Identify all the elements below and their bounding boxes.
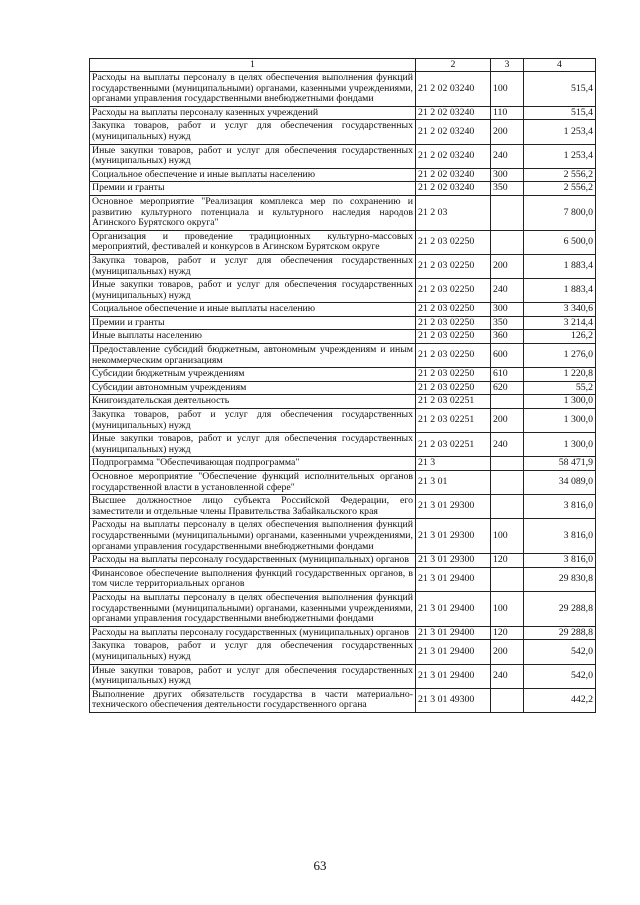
row-code-cell: 21 3 01 29400 (416, 664, 491, 688)
row-type-cell: 100 (491, 72, 524, 107)
row-name-cell: Закупка товаров, работ и услуг для обеспечения государственных (муниципальных) нужд (90, 254, 416, 278)
row-type-cell: 300 (491, 168, 524, 182)
header-row (90, 59, 596, 72)
row-amount-cell: 542,0 (524, 640, 596, 664)
header-col-1: 1 (90, 59, 416, 72)
row-type-cell (491, 567, 524, 591)
row-name-cell: Премии и гранты (90, 182, 416, 196)
table-row (90, 519, 596, 554)
row-name-cell: Книгоиздательская деятельность (90, 395, 416, 409)
row-code-cell: 21 2 02 03240 (416, 182, 491, 196)
row-amount-cell: 1 253,4 (524, 144, 596, 168)
row-type-cell: 610 (491, 368, 524, 382)
row-amount-cell: 515,4 (524, 72, 596, 107)
row-code-cell: 21 2 03 02250 (416, 303, 491, 317)
row-amount-cell: 2 556,2 (524, 182, 596, 196)
row-name-cell: Закупка товаров, работ и услуг для обеспечения государственных (муниципальных) нужд (90, 409, 416, 433)
row-amount-cell: 515,4 (524, 106, 596, 120)
row-amount-cell: 3 816,0 (524, 519, 596, 554)
page-number: 63 (313, 858, 327, 873)
row-type-cell (491, 457, 524, 471)
row-name-cell: Социальное обеспечение и иные выплаты населению (90, 303, 416, 317)
row-name-cell: Подпрограмма "Обеспечивающая подпрограмма" (90, 457, 416, 471)
row-code-cell: 21 2 03 02250 (416, 381, 491, 395)
table-row (90, 433, 596, 457)
table-row (90, 254, 596, 278)
header-col-2: 2 (416, 59, 491, 72)
table-row (90, 409, 596, 433)
row-amount-cell: 1 883,4 (524, 254, 596, 278)
row-type-cell: 240 (491, 433, 524, 457)
row-name-cell: Организация и проведение традиционных культурно-массовых мероприятий, фестивалей и конкурсов в Агинском Бурятском округе (90, 230, 416, 254)
table-row (90, 168, 596, 182)
table-row (90, 106, 596, 120)
table-row (90, 230, 596, 254)
row-code-cell: 21 2 03 02251 (416, 433, 491, 457)
table-row (90, 395, 596, 409)
row-code-cell: 21 2 03 02250 (416, 344, 491, 368)
row-type-cell: 300 (491, 303, 524, 317)
row-amount-cell: 1 220,8 (524, 368, 596, 382)
row-name-cell: Финансовое обеспечение выполнения функций государственных органов, в том числе территориальных органов (90, 567, 416, 591)
row-amount-cell: 2 556,2 (524, 168, 596, 182)
row-code-cell: 21 2 03 02251 (416, 409, 491, 433)
row-code-cell: 21 3 01 29400 (416, 591, 491, 626)
row-code-cell: 21 2 02 03240 (416, 106, 491, 120)
row-amount-cell: 1 300,0 (524, 409, 596, 433)
table-row (90, 591, 596, 626)
row-name-cell: Закупка товаров, работ и услуг для обеспечения государственных (муниципальных) нужд (90, 640, 416, 664)
row-type-cell: 110 (491, 106, 524, 120)
row-type-cell: 360 (491, 330, 524, 344)
row-amount-cell: 1 300,0 (524, 395, 596, 409)
row-amount-cell: 126,2 (524, 330, 596, 344)
row-type-cell: 120 (491, 626, 524, 640)
table-row (90, 626, 596, 640)
row-code-cell: 21 2 02 03240 (416, 120, 491, 144)
table-row (90, 330, 596, 344)
table-row (90, 381, 596, 395)
row-amount-cell: 58 471,9 (524, 457, 596, 471)
row-type-cell: 240 (491, 279, 524, 303)
row-code-cell: 21 3 01 29300 (416, 495, 491, 519)
row-code-cell: 21 2 03 02250 (416, 279, 491, 303)
row-amount-cell: 34 089,0 (524, 471, 596, 495)
row-name-cell: Расходы на выплаты персоналу в целях обеспечения выполнения функций государственными (муниципальными) органами, казенными учреждениями, органами управления государственными внебюджетными фондами (90, 591, 416, 626)
table-row (90, 72, 596, 107)
row-name-cell: Расходы на выплаты персоналу казенных учреждений (90, 106, 416, 120)
row-name-cell: Предоставление субсидий бюджетным, автономным учреждениям и иным некоммерческим организациям (90, 344, 416, 368)
row-amount-cell: 542,0 (524, 664, 596, 688)
row-amount-cell: 3 214,4 (524, 316, 596, 330)
row-type-cell: 600 (491, 344, 524, 368)
table-row (90, 182, 596, 196)
row-type-cell: 200 (491, 409, 524, 433)
row-name-cell: Закупка товаров, работ и услуг для обеспечения государственных (муниципальных) нужд (90, 120, 416, 144)
table-row (90, 120, 596, 144)
row-code-cell: 21 3 01 29400 (416, 626, 491, 640)
row-name-cell: Расходы на выплаты персоналу государственных (муниципальных) органов (90, 626, 416, 640)
row-code-cell: 21 2 02 03240 (416, 168, 491, 182)
row-type-cell: 120 (491, 554, 524, 568)
row-amount-cell: 29 288,8 (524, 626, 596, 640)
table-row (90, 457, 596, 471)
row-name-cell: Основное мероприятие "Обеспечение функций исполнительных органов государственной власти в установленной сфере" (90, 471, 416, 495)
row-amount-cell: 3 816,0 (524, 554, 596, 568)
table-row (90, 195, 596, 230)
table-row (90, 664, 596, 688)
row-amount-cell: 1 253,4 (524, 120, 596, 144)
row-type-cell: 200 (491, 640, 524, 664)
row-code-cell: 21 2 03 02250 (416, 330, 491, 344)
row-code-cell: 21 3 01 29300 (416, 554, 491, 568)
row-name-cell: Расходы на выплаты персоналу государственных (муниципальных) органов (90, 554, 416, 568)
row-amount-cell: 29 830,8 (524, 567, 596, 591)
header-col-3: 3 (491, 59, 524, 72)
row-code-cell: 21 3 01 29300 (416, 519, 491, 554)
row-code-cell: 21 2 03 02250 (416, 316, 491, 330)
table-row (90, 471, 596, 495)
row-name-cell: Субсидии автономным учреждениям (90, 381, 416, 395)
budget-table (89, 58, 596, 713)
row-code-cell: 21 2 02 03240 (416, 72, 491, 107)
row-amount-cell: 55,2 (524, 381, 596, 395)
row-code-cell: 21 3 01 49300 (416, 688, 491, 712)
row-code-cell: 21 2 03 02250 (416, 230, 491, 254)
row-type-cell (491, 495, 524, 519)
row-amount-cell: 6 500,0 (524, 230, 596, 254)
row-amount-cell: 3 340,6 (524, 303, 596, 317)
row-type-cell: 100 (491, 519, 524, 554)
row-name-cell: Иные выплаты населению (90, 330, 416, 344)
row-type-cell (491, 230, 524, 254)
table-row (90, 368, 596, 382)
row-name-cell: Иные закупки товаров, работ и услуг для обеспечения государственных (муниципальных) нужд (90, 433, 416, 457)
row-type-cell: 100 (491, 591, 524, 626)
row-amount-cell: 1 276,0 (524, 344, 596, 368)
row-name-cell: Иные закупки товаров, работ и услуг для обеспечения государственных (муниципальных) нужд (90, 144, 416, 168)
row-type-cell: 350 (491, 316, 524, 330)
row-name-cell: Социальное обеспечение и иные выплаты населению (90, 168, 416, 182)
row-amount-cell: 3 816,0 (524, 495, 596, 519)
table-row (90, 640, 596, 664)
row-type-cell (491, 471, 524, 495)
table-row (90, 554, 596, 568)
header-col-4: 4 (524, 59, 596, 72)
table-row (90, 495, 596, 519)
row-name-cell: Выполнение других обязательств государства в части материально-технического обеспечения деятельности государственного органа (90, 688, 416, 712)
row-code-cell: 21 2 03 02250 (416, 254, 491, 278)
row-code-cell: 21 2 03 02251 (416, 395, 491, 409)
row-code-cell: 21 2 03 (416, 195, 491, 230)
row-code-cell: 21 3 (416, 457, 491, 471)
row-amount-cell: 29 288,8 (524, 591, 596, 626)
table-row (90, 344, 596, 368)
table-row (90, 316, 596, 330)
row-name-cell: Основное мероприятие "Реализация комплекса мер по сохранению и развитию культурного потенциала и культурного наследия народов Агинского Бурятского округа" (90, 195, 416, 230)
row-amount-cell: 1 883,4 (524, 279, 596, 303)
row-name-cell: Высшее должностное лицо субъекта Российской Федерации, его заместители и отдельные члены Правительства Забайкальского края (90, 495, 416, 519)
row-type-cell: 200 (491, 120, 524, 144)
table-body (90, 72, 596, 713)
row-type-cell: 200 (491, 254, 524, 278)
table-row (90, 144, 596, 168)
row-code-cell: 21 3 01 29400 (416, 640, 491, 664)
row-type-cell: 240 (491, 144, 524, 168)
row-name-cell: Расходы на выплаты персоналу в целях обеспечения выполнения функций государственными (муниципальными) органами, казенными учреждениями, органами управления государственными внебюджетными фондами (90, 72, 416, 107)
row-code-cell: 21 2 02 03240 (416, 144, 491, 168)
row-name-cell: Субсидии бюджетным учреждениям (90, 368, 416, 382)
row-type-cell (491, 688, 524, 712)
table-row (90, 567, 596, 591)
table-row (90, 303, 596, 317)
row-amount-cell: 442,2 (524, 688, 596, 712)
row-code-cell: 21 2 03 02250 (416, 368, 491, 382)
row-name-cell: Иные закупки товаров, работ и услуг для обеспечения государственных (муниципальных) нужд (90, 664, 416, 688)
row-type-cell: 240 (491, 664, 524, 688)
row-type-cell: 620 (491, 381, 524, 395)
row-name-cell: Премии и гранты (90, 316, 416, 330)
row-code-cell: 21 3 01 29400 (416, 567, 491, 591)
row-name-cell: Расходы на выплаты персоналу в целях обеспечения выполнения функций государственными (муниципальными) органами, казенными учреждениями, органами управления государственными внебюджетными фондами (90, 519, 416, 554)
row-name-cell: Иные закупки товаров, работ и услуг для обеспечения государственных (муниципальных) нужд (90, 279, 416, 303)
row-type-cell: 350 (491, 182, 524, 196)
table-row (90, 688, 596, 712)
row-code-cell: 21 3 01 (416, 471, 491, 495)
row-type-cell (491, 395, 524, 409)
table-row (90, 279, 596, 303)
row-amount-cell: 7 800,0 (524, 195, 596, 230)
row-amount-cell: 1 300,0 (524, 433, 596, 457)
row-type-cell (491, 195, 524, 230)
